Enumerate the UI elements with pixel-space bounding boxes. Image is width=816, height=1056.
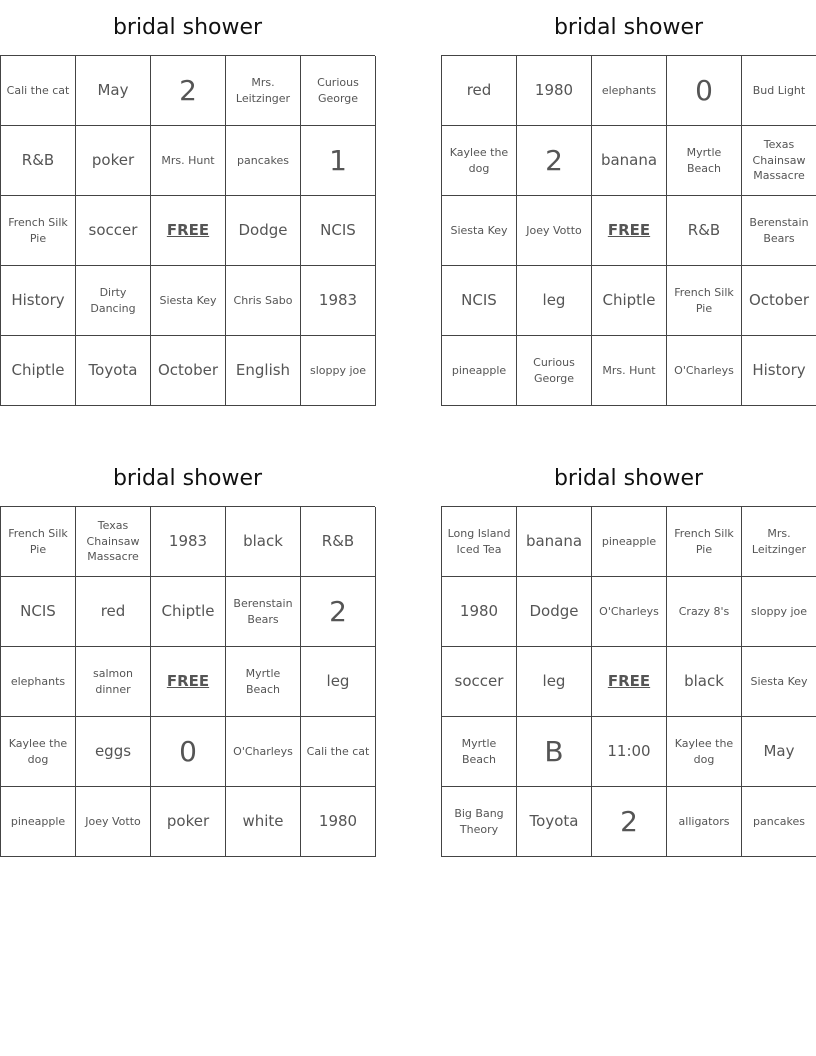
bingo-cell: 0 xyxy=(151,717,226,787)
bingo-cell: Cali the cat xyxy=(301,717,376,787)
bingo-cell: elephants xyxy=(1,647,76,717)
bingo-cell: leg xyxy=(517,647,592,717)
card-title: bridal shower xyxy=(112,15,263,40)
bingo-cell: Dodge xyxy=(517,577,592,647)
bingo-cell: red xyxy=(76,577,151,647)
free-space-cell: FREE xyxy=(151,647,226,717)
bingo-cell: O'Charleys xyxy=(667,336,742,406)
bingo-cell: sloppy joe xyxy=(742,577,816,647)
bingo-cell: poker xyxy=(76,126,151,196)
bingo-cell: English xyxy=(226,336,301,406)
bingo-cell: Big Bang Theory xyxy=(442,787,517,857)
free-space-cell: FREE xyxy=(592,647,667,717)
bingo-cell: Siesta Key xyxy=(151,266,226,336)
bingo-cell: NCIS xyxy=(301,196,376,266)
bingo-cell: black xyxy=(667,647,742,717)
bingo-cell: sloppy joe xyxy=(301,336,376,406)
bingo-cell: soccer xyxy=(76,196,151,266)
bingo-cell: banana xyxy=(517,507,592,577)
bingo-cell: 1983 xyxy=(301,266,376,336)
bingo-grid xyxy=(0,55,375,406)
bingo-cell: French Silk Pie xyxy=(667,507,742,577)
bingo-cell: pineapple xyxy=(592,507,667,577)
bingo-grid xyxy=(0,506,375,857)
bingo-cell: Berenstain Bears xyxy=(742,196,816,266)
bingo-cell: elephants xyxy=(592,56,667,126)
bingo-cell: Texas Chainsaw Massacre xyxy=(742,126,816,196)
bingo-cell: Chris Sabo xyxy=(226,266,301,336)
bingo-cell: 1 xyxy=(301,126,376,196)
bingo-cell: Chiptle xyxy=(1,336,76,406)
bingo-cell: eggs xyxy=(76,717,151,787)
bingo-cell: red xyxy=(442,56,517,126)
card-title: bridal shower xyxy=(553,15,704,40)
bingo-cell: May xyxy=(76,56,151,126)
bingo-cell: Siesta Key xyxy=(442,196,517,266)
bingo-cell: Curious George xyxy=(301,56,376,126)
bingo-cell: History xyxy=(742,336,816,406)
bingo-cell: Myrtle Beach xyxy=(667,126,742,196)
bingo-cell: Kaylee the dog xyxy=(667,717,742,787)
bingo-cell: Mrs. Leitzinger xyxy=(226,56,301,126)
bingo-cell: May xyxy=(742,717,816,787)
bingo-cell: Toyota xyxy=(517,787,592,857)
bingo-cell: Crazy 8's xyxy=(667,577,742,647)
bingo-cell: Joey Votto xyxy=(76,787,151,857)
bingo-card-1 xyxy=(0,0,375,406)
bingo-cell: salmon dinner xyxy=(76,647,151,717)
free-space-cell: FREE xyxy=(592,196,667,266)
bingo-cell: O'Charleys xyxy=(592,577,667,647)
bingo-cell: pancakes xyxy=(742,787,816,857)
bingo-cell: 1980 xyxy=(517,56,592,126)
bingo-cell: Myrtle Beach xyxy=(442,717,517,787)
bingo-cell: 2 xyxy=(151,56,226,126)
bingo-cell: Long Island Iced Tea xyxy=(442,507,517,577)
bingo-cell: Myrtle Beach xyxy=(226,647,301,717)
bingo-cell: Mrs. Hunt xyxy=(151,126,226,196)
bingo-cell: 1980 xyxy=(301,787,376,857)
bingo-cell: R&B xyxy=(667,196,742,266)
bingo-cell: black xyxy=(226,507,301,577)
bingo-cell: NCIS xyxy=(1,577,76,647)
bingo-cell: 11:00 xyxy=(592,717,667,787)
bingo-cell: 2 xyxy=(517,126,592,196)
bingo-cell: R&B xyxy=(1,126,76,196)
bingo-cell: Dodge xyxy=(226,196,301,266)
card-title: bridal shower xyxy=(112,466,263,491)
bingo-cell: Curious George xyxy=(517,336,592,406)
bingo-cell: leg xyxy=(301,647,376,717)
bingo-cell: Bud Light xyxy=(742,56,816,126)
bingo-grid xyxy=(441,506,816,857)
bingo-cell: O'Charleys xyxy=(226,717,301,787)
bingo-cell: soccer xyxy=(442,647,517,717)
bingo-cell: Berenstain Bears xyxy=(226,577,301,647)
bingo-cell: French Silk Pie xyxy=(1,507,76,577)
bingo-cell: pineapple xyxy=(442,336,517,406)
bingo-cell: French Silk Pie xyxy=(667,266,742,336)
bingo-cell: 1983 xyxy=(151,507,226,577)
bingo-cell: alligators xyxy=(667,787,742,857)
bingo-cell: R&B xyxy=(301,507,376,577)
bingo-cell: NCIS xyxy=(442,266,517,336)
bingo-cell: Joey Votto xyxy=(517,196,592,266)
bingo-cell: Texas Chainsaw Massacre xyxy=(76,507,151,577)
bingo-cell: Chiptle xyxy=(151,577,226,647)
bingo-cell: Kaylee the dog xyxy=(442,126,517,196)
bingo-cell: October xyxy=(742,266,816,336)
bingo-card-3 xyxy=(0,451,375,857)
bingo-cell: banana xyxy=(592,126,667,196)
bingo-cell: pancakes xyxy=(226,126,301,196)
bingo-cell: Dirty Dancing xyxy=(76,266,151,336)
bingo-grid xyxy=(441,55,816,406)
bingo-cell: Mrs. Leitzinger xyxy=(742,507,816,577)
bingo-cell: History xyxy=(1,266,76,336)
bingo-card-2 xyxy=(441,0,816,406)
bingo-cell: pineapple xyxy=(1,787,76,857)
bingo-cell: 0 xyxy=(667,56,742,126)
card-title: bridal shower xyxy=(553,466,704,491)
bingo-cell: leg xyxy=(517,266,592,336)
bingo-cell: Toyota xyxy=(76,336,151,406)
bingo-cell: 2 xyxy=(592,787,667,857)
bingo-cell: poker xyxy=(151,787,226,857)
bingo-card-4 xyxy=(441,451,816,857)
bingo-cell: Mrs. Hunt xyxy=(592,336,667,406)
bingo-cell: Chiptle xyxy=(592,266,667,336)
bingo-cell: 1980 xyxy=(442,577,517,647)
bingo-cell: white xyxy=(226,787,301,857)
bingo-cell: Kaylee the dog xyxy=(1,717,76,787)
bingo-cell: Siesta Key xyxy=(742,647,816,717)
free-space-cell: FREE xyxy=(151,196,226,266)
bingo-cell: October xyxy=(151,336,226,406)
bingo-cell: Cali the cat xyxy=(1,56,76,126)
bingo-cell: French Silk Pie xyxy=(1,196,76,266)
bingo-cell: 2 xyxy=(301,577,376,647)
bingo-cell: B xyxy=(517,717,592,787)
